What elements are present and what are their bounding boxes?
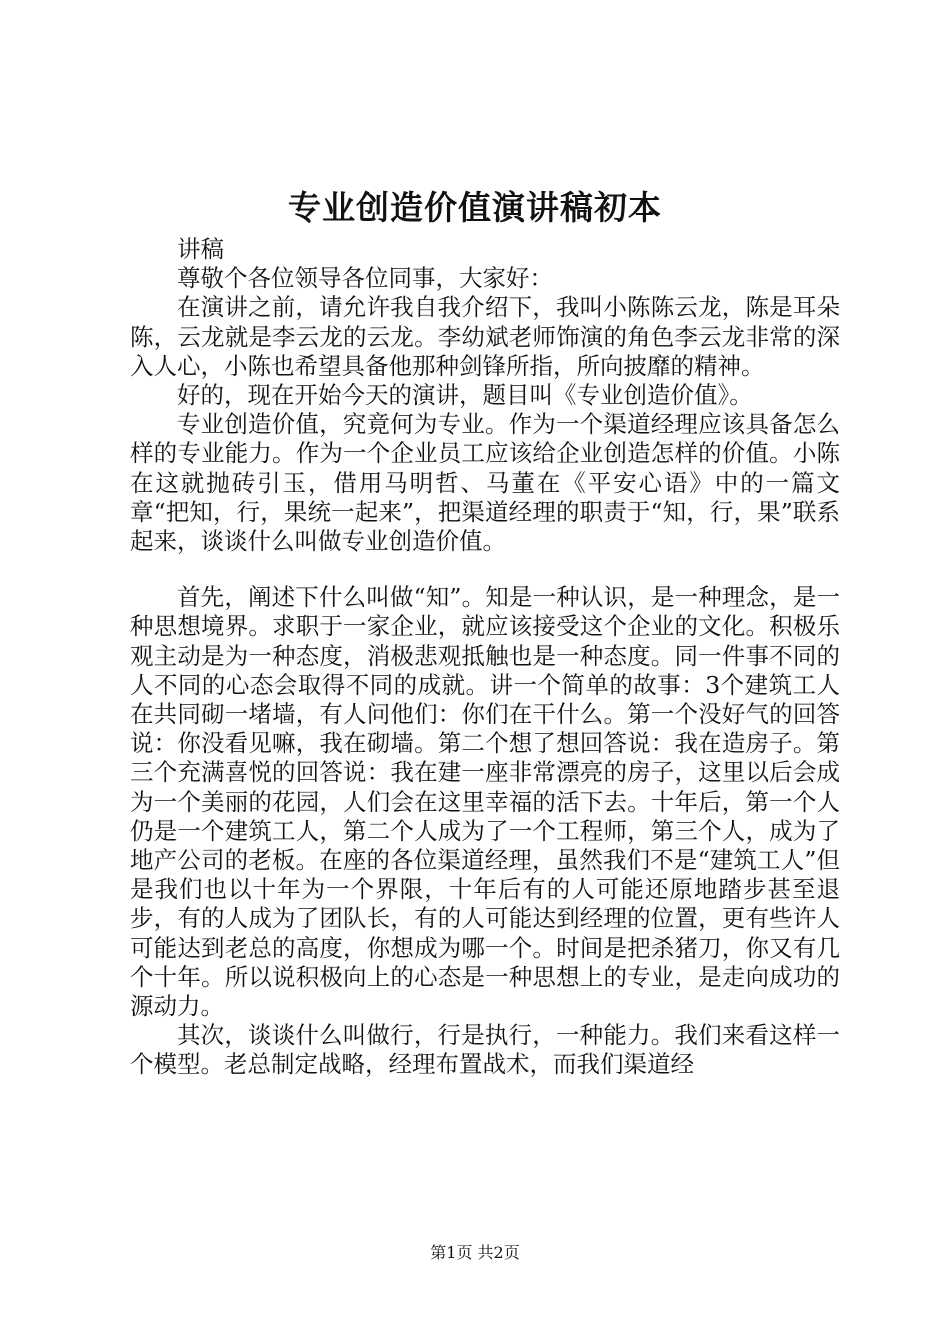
paragraph-spacer <box>130 556 840 583</box>
paragraph-greeting: 尊敬个各位领导各位同事，大家好： <box>177 264 553 293</box>
document-body <box>130 235 840 1080</box>
paragraph-action: 其次，谈谈什么叫做行，行是执行，一种能力。我们来看这样一个模型。老总制定战略，经理布置战术，而我们渠道经 <box>130 1021 840 1079</box>
paragraph-introduction: 在演讲之前，请允许我自我介绍下，我叫小陈陈云龙，陈是耳朵陈，云龙就是李云龙的云龙。李幼斌老师饰演的角色李云龙非常的深入人心，小陈也希望具备他那种剑锋所指，所向披靡的精神。 <box>130 293 840 380</box>
paragraph-heading-label: 讲稿 <box>177 235 224 263</box>
page-footer: 第1页 共2页 <box>430 1243 520 1262</box>
paragraph-knowledge: 首先，阐述下什么叫做“知”。知是一种认识，是一种理念，是一种思想境界。求职于一家企业，就应该接受这个企业的文化。积极乐观主动是为一种态度，消极悲观抵触也是一种态度。同一件事不同的人不同的心态会取得不同的成就。讲一个简单的故事：3个建筑工人在共同砌一堵墙，有人问他们：你们在干什么。第一个没好气的回答说：你没看见嘛，我在砌墙。第二个想了想回答说：我在造房子。第三个充满喜悦的回答说：我在建一座非常漂亮的房子，这里以后会成为一个美丽的花园，人们会在这里幸福的活下去。十年后，第一个人仍是一个建筑工人，第二个人成为了一个工程师，第三个人，成为了地产公司的老板。在座的各位渠道经理，虽然我们不是“建筑工人”但是我们也以十年为一个界限，十年后有的人可能还原地踏步甚至退步，有的人成为了团队长，有的人可能达到经理的位置，更有些许人可能达到老总的高度，你想成为哪一个。时间是把杀猪刀，你又有几个十年。所以说积极向上的心态是一种思想上的专业，是走向成功的源动力。 <box>130 583 840 1021</box>
document-title: 专业创造价值演讲稿初本 <box>288 188 662 227</box>
paragraph-overview: 专业创造价值，究竟何为专业。作为一个渠道经理应该具备怎么样的专业能力。作为一个企业员工应该给企业创造怎样的价值。小陈在这就抛砖引玉，借用马明哲、马董在《平安心语》中的一篇文章“把知，行，果统一起来”，把渠道经理的职责于“知，行，果”联系起来，谈谈什么叫做专业创造价值。 <box>130 410 840 556</box>
paragraph-topic: 好的，现在开始今天的演讲，题目叫《专业创造价值》。 <box>177 381 753 410</box>
